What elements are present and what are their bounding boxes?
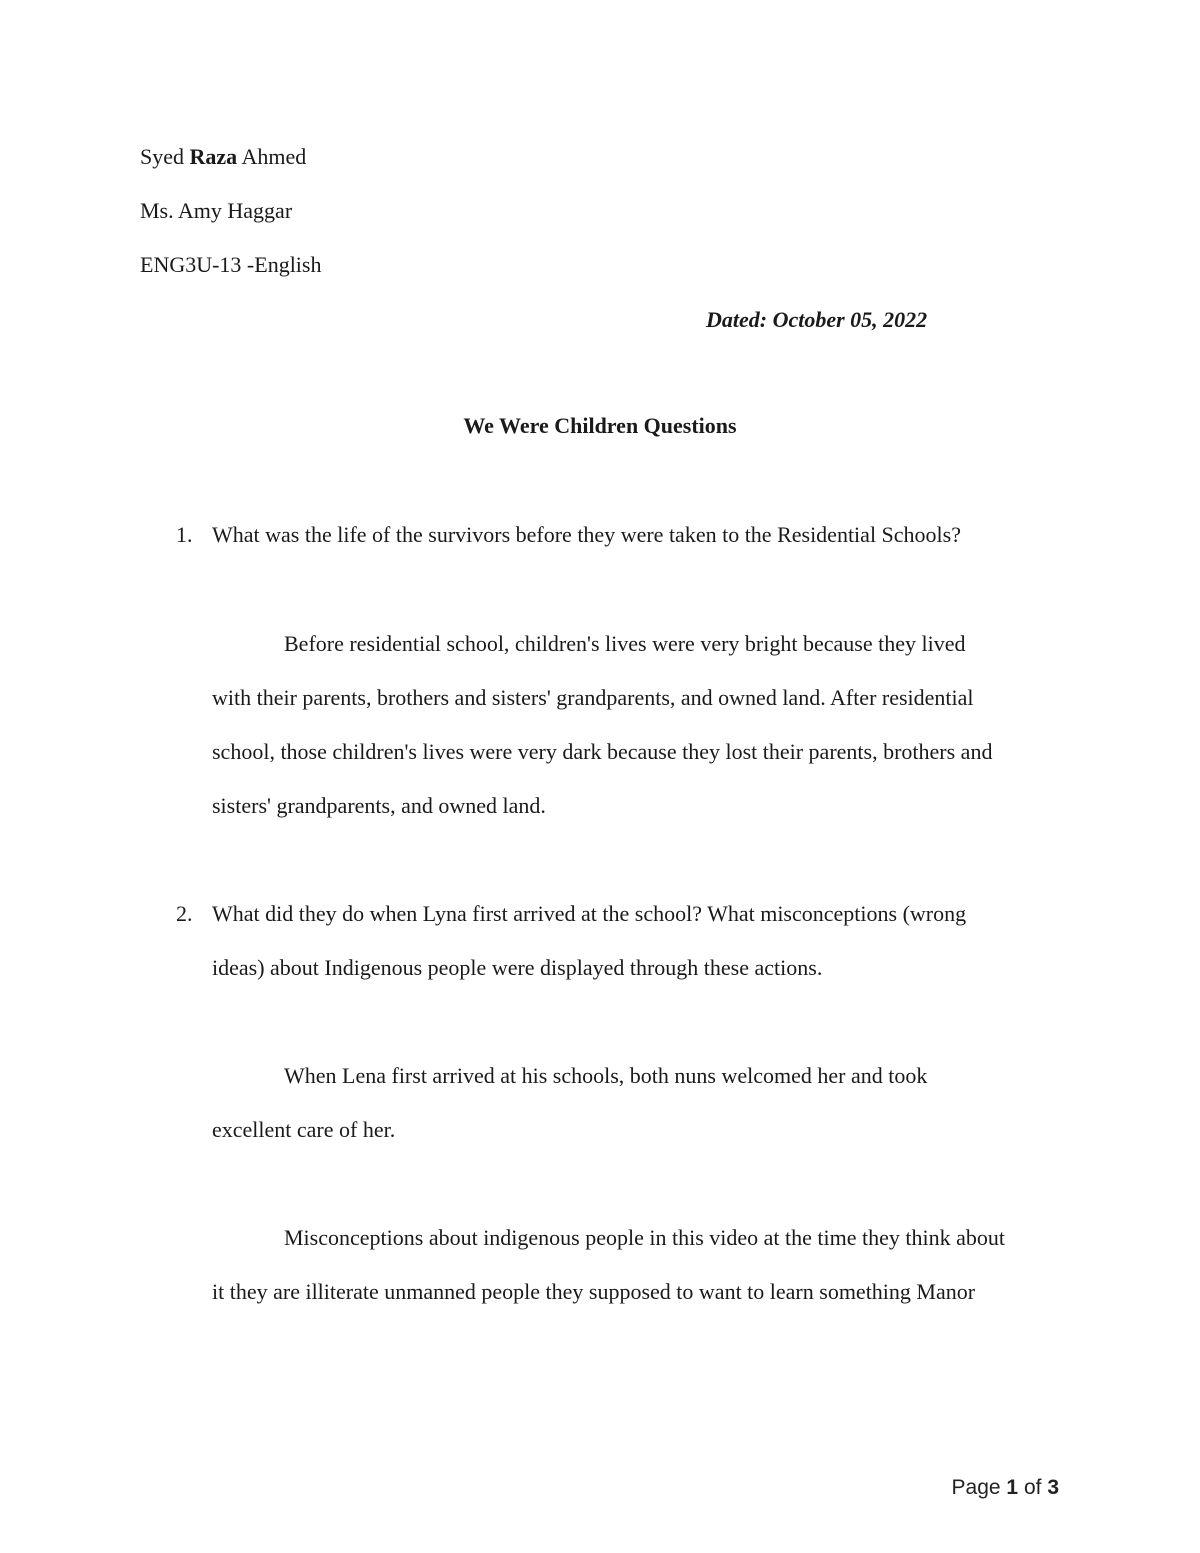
answer-line: it they are illiterate unmanned people they supposed to want to learn something Manor	[212, 1279, 976, 1304]
document-title: We Were Children Questions	[463, 413, 737, 438]
question-text: What was the life of the survivors before they were taken to the Residential Schools?	[212, 522, 961, 547]
page-word: Page	[951, 1476, 1001, 1499]
author-first-name: Syed	[140, 144, 184, 169]
author-middle-name: Raza	[189, 144, 238, 169]
answer-line: Misconceptions about indigenous people in this video at the time they think about	[284, 1225, 1005, 1250]
answer-line: school, those children's lives were very dark because they lost their parents, brothers and	[212, 739, 993, 764]
page-indicator	[952, 1474, 1059, 1502]
question-number: 1.	[176, 522, 193, 547]
current-page-number: 1	[1006, 1476, 1019, 1499]
question-text: What did they do when Lyna first arrived at the school? What misconceptions (wrong	[212, 901, 967, 926]
date-line: Dated: October 05, 2022	[706, 307, 928, 332]
answer-line: excellent care of her.	[212, 1117, 396, 1142]
author-name	[140, 143, 306, 171]
answer-line: Before residential school, children's lives were very bright because they lived	[284, 631, 966, 656]
question-number: 2.	[176, 901, 193, 926]
answer-line: sisters' grandparents, and owned land.	[212, 793, 546, 818]
author-last-name: Ahmed	[241, 144, 307, 169]
course-code: ENG3U-13 -English	[140, 252, 322, 277]
of-word: of	[1023, 1476, 1042, 1499]
total-pages-number: 3	[1047, 1476, 1059, 1499]
teacher-name: Ms. Amy Haggar	[140, 198, 293, 223]
answer-line: When Lena first arrived at his schools, both nuns welcomed her and took	[284, 1063, 928, 1088]
answer-line: with their parents, brothers and sisters' grandparents, and owned land. After residential	[212, 685, 974, 710]
question-text: ideas) about Indigenous people were displayed through these actions.	[212, 955, 823, 980]
